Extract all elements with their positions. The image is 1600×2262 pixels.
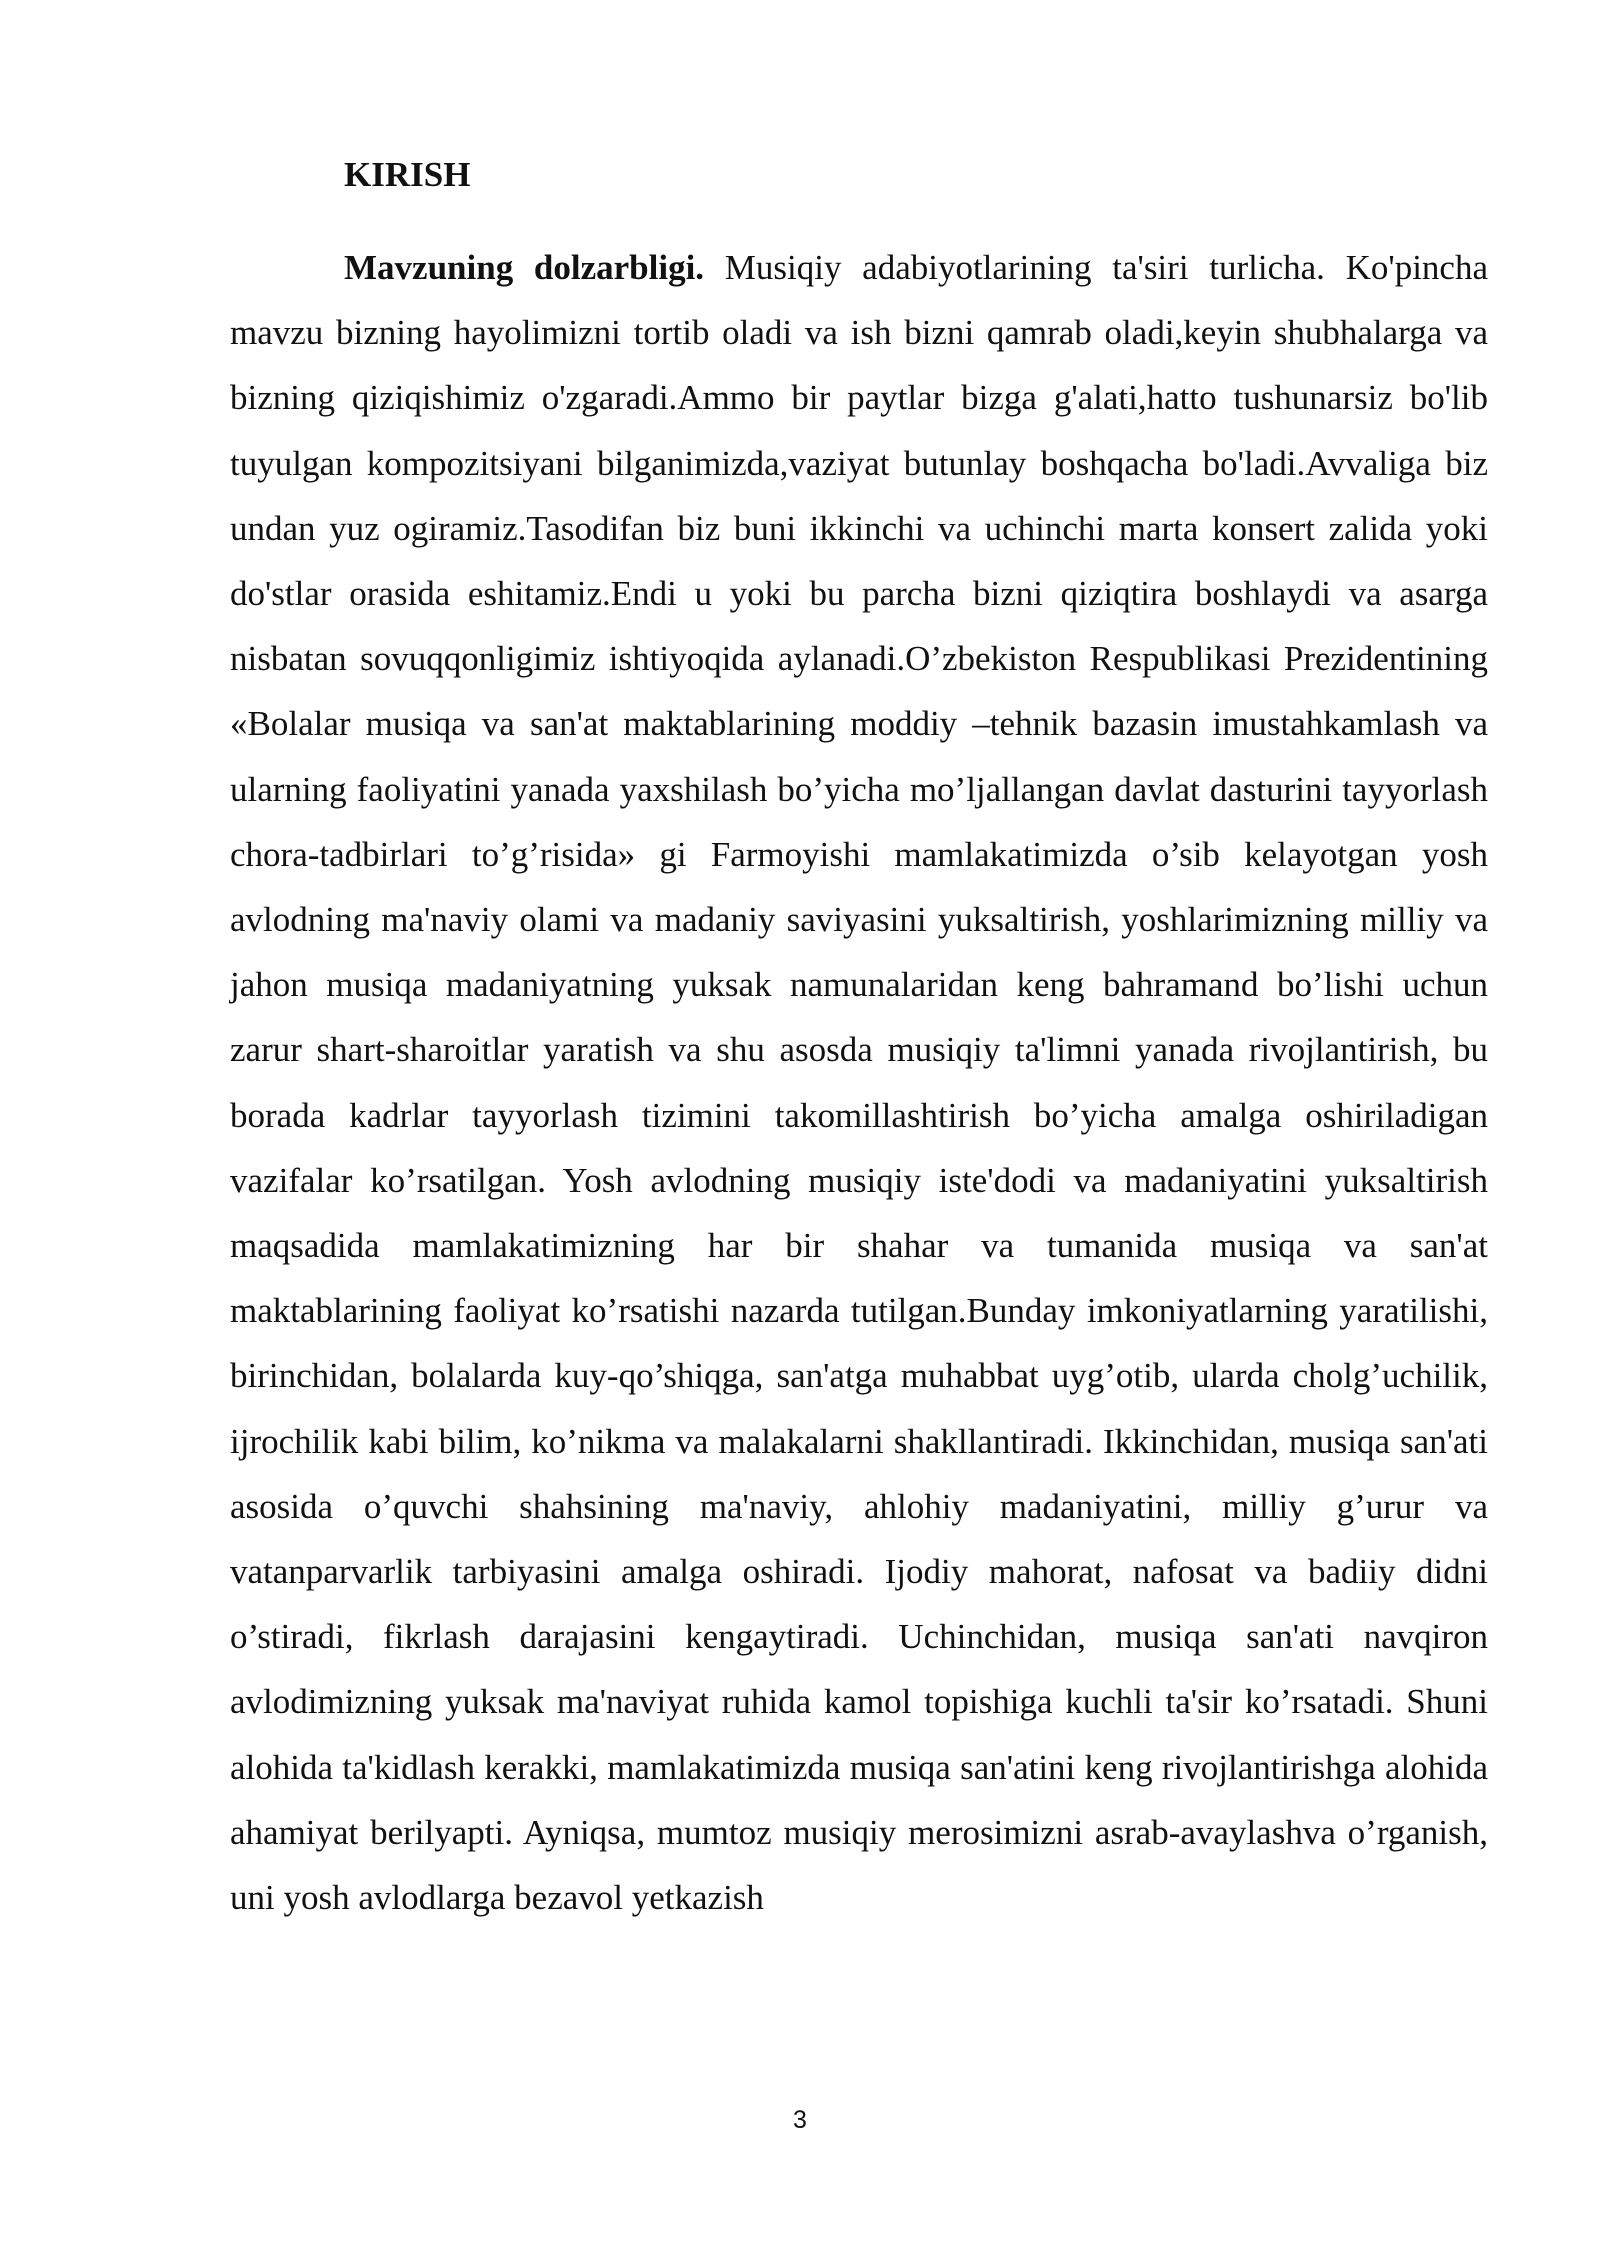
- section-heading: KIRISH: [344, 155, 471, 194]
- body-paragraph: [230, 235, 1488, 1930]
- paragraph-text: Musiqiy adabiyotlarining ta'siri turlicha. Ko'pincha mavzu bizning hayolimizni tortib oladi va ish bizni qamrab oladi,keyin shubhalarga va bizning qiziqishimiz o'zgaradi.Ammo bir paytlar bizga g'alati,hatto tushunarsiz bo'lib tuyulgan kompozitsiyani bilganimizda,vaziyat butunlay boshqacha bo'ladi.Avvaliga biz undan yuz ogiramiz.Tasodifan biz buni ikkinchi va uchinchi marta konsert zalida yoki do'stlar orasida eshitamiz.Endi u yoki bu parcha bizni qiziqtira boshlaydi va asarga nisbatan sovuqqonligimiz ishtiyoqida aylanadi.O’zbekiston Respublikasi Prezidentining «Bolalar musiqa va san'at maktablarining moddiy –tehnik bazasin imustahkamlash va ularning faoliyatini yanada yaxshilash bo’yicha mo’ljallangan davlat dasturini tayyorlash chora-tadbirlari to’g’risida» gi Farmoyishi mamlakatimizda o’sib kelayotgan yosh avlodning ma'naviy olami va madaniy saviyasini yuksaltirish, yoshlarimizning milliy va jahon musiqa madaniyatning yuksak namunalaridan keng bahramand bo’lishi uchun zarur shart-sharoitlar yaratish va shu asosda musiqiy ta'limni yanada rivojlantirish, bu borada kadrlar tayyorlash tizimini takomillashtirish bo’yicha amalga oshiriladigan vazifalar ko’rsatilgan. Yosh avlodning musiqiy iste'dodi va madaniyatini yuksaltirish maqsadida mamlakatimizning har bir shahar va tumanida musiqa va san'at maktablarining faoliyat ko’rsatishi nazarda tutilgan.Bunday imkoniyatlarning yaratilishi, birinchidan, bolalarda kuy-qo’shiqga, san'atga muhabbat uyg’otib, ularda cholg’uchilik, ijrochilik kabi bilim, ko’nikma va malakalarni shakllantiradi. Ikkinchidan, musiqa san'ati asosida o’quvchi shahsining ma'naviy, ahlohiy madaniyatini, milliy g’urur va vatanparvarlik tarbiyasini amalga oshiradi. Ijodiy mahorat, nafosat va badiiy didni o’stiradi, fikrlash darajasini kengaytiradi. Uchinchidan, musiqa san'ati navqiron avlodimizning yuksak ma'naviyat ruhida kamol topishiga kuchli ta'sir ko’rsatadi. Shuni alohida ta'kidlash kerakki, mamlakatimizda musiqa san'atini keng rivojlantirishga alohida ahamiyat berilyapti. Ayniqsa, mumtoz musiqiy merosimizni asrab-avaylashva o’rganish, uni yosh avlodlarga bezavol yetkazish: [230, 248, 1488, 1918]
- paragraph-lead: Mavzuning dolzarbligi.: [344, 248, 705, 287]
- page-number: 3: [793, 2106, 807, 2134]
